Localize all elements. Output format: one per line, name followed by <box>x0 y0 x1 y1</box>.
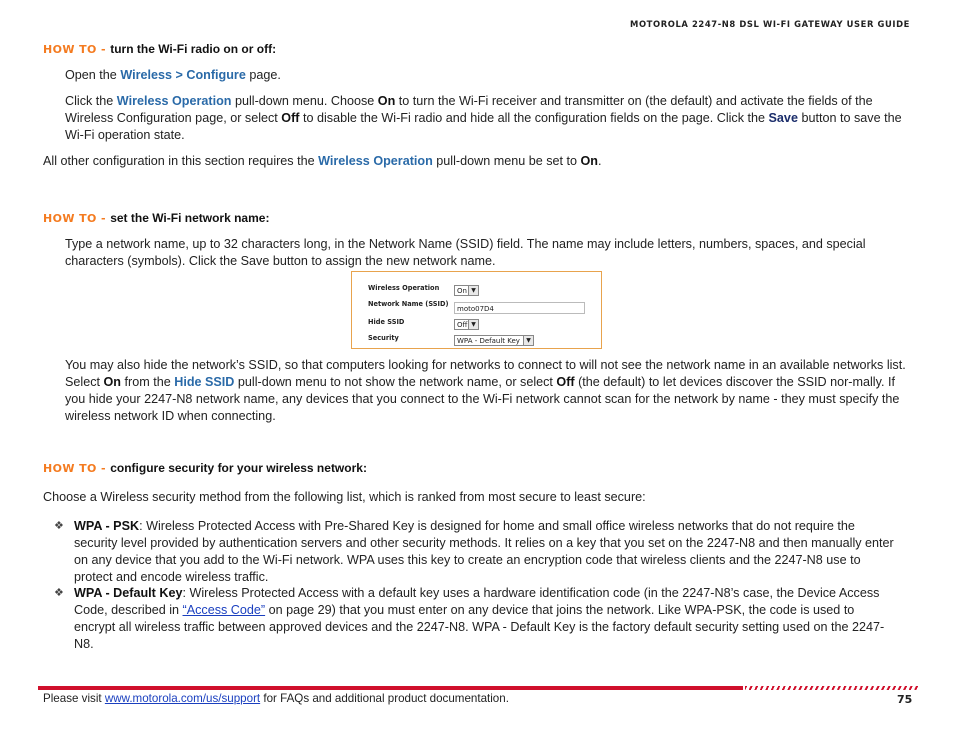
text: from the <box>121 375 175 389</box>
paragraph <box>43 153 913 170</box>
text: to turn the Wi-Fi receiver and transmitter on (the default) and activate the fields of the Wireless Configuration page, or select <box>65 94 873 125</box>
emphasis: On <box>103 375 122 389</box>
ui-reference: Hide SSID <box>174 375 235 389</box>
howto-tag: HOW TO - <box>43 212 111 225</box>
select-value: WPA - Default Key <box>457 337 520 345</box>
footer-rule <box>38 686 743 690</box>
chevron-down-icon: ▼ <box>468 286 478 295</box>
security-select[interactable] <box>454 335 534 346</box>
term: WPA - PSK <box>74 519 140 533</box>
howto-heading-radio <box>43 42 276 56</box>
text: Click the <box>65 94 117 108</box>
text: (the default) to let devices discover the SSID nor-mally. If you hide your 2247-N8 network name, any devices that you connect to the Wi-Fi network cannot scan for the network by name - they must specify the wireless network ID when connecting. <box>65 375 900 423</box>
field-label: Security <box>368 334 399 342</box>
emphasis: Off <box>281 111 300 125</box>
text: button to save the Wi-Fi operation state. <box>65 111 902 142</box>
footer-rule-hatch <box>745 686 919 690</box>
paragraph: Type a network name, up to 32 characters long, in the Network Name (SSID) field. The name may include letters, numbers, spaces, and special characters (symbols). Click the Save button to assign the new network name. <box>65 237 866 268</box>
field-label: Wireless Operation <box>368 284 440 292</box>
field-label: Network Name (SSID) <box>368 300 449 308</box>
footer-text <box>43 692 509 705</box>
text: . <box>598 154 602 168</box>
text: page. <box>245 68 281 82</box>
paragraph <box>65 67 915 84</box>
text: for FAQs and additional product documentation. <box>260 692 509 705</box>
howto-tag: HOW TO - <box>43 43 111 56</box>
support-link[interactable]: www.motorola.com/us/support <box>104 692 261 705</box>
text: pull-down menu be set to <box>432 154 581 168</box>
select-value: On <box>457 287 467 295</box>
ui-reference: Wireless Operation <box>318 154 433 168</box>
text: pull-down menu. Choose <box>231 94 378 108</box>
paragraph: Choose a Wireless security method from the following list, which is ranked from most secure to least secure: <box>43 490 646 504</box>
text: Open the <box>65 68 121 82</box>
section-title: set the Wi-Fi network name: <box>110 211 270 225</box>
howto-tag: HOW TO - <box>43 462 111 475</box>
text: Please visit <box>43 692 105 705</box>
section-title: turn the Wi-Fi radio on or off: <box>110 42 277 56</box>
wireless-operation-select[interactable] <box>454 285 479 296</box>
text: pull-down menu to not show the network name, or select <box>234 375 557 389</box>
page-number: 75 <box>897 693 913 706</box>
field-label: Hide SSID <box>368 318 405 326</box>
ui-reference: Wireless Operation <box>116 94 232 108</box>
text: : Wireless Protected Access with a default key uses a hardware identification code (in the 2247-N8’s case, the Device Access Code, described in <box>74 586 880 617</box>
term: WPA - Default Key <box>74 586 183 600</box>
network-name-input[interactable]: moto07D4 <box>454 302 585 314</box>
paragraph <box>65 93 915 144</box>
ui-reference: Wireless > Configure <box>120 68 246 82</box>
bullet-diamond-icon: ❖ <box>54 587 64 599</box>
section-title: configure security for your wireless network: <box>110 461 367 475</box>
howto-heading-security <box>43 461 367 475</box>
text: on page 29) that you must enter on any device that joins the network. Like WPA-PSK, the code is used to encrypt all wireless traffic between approved devices and the 2247-N8. WPA - Default Key is the factory default security setting used on the 2247-N8. <box>74 603 885 651</box>
access-code-link[interactable]: “Access Code” <box>182 603 266 617</box>
paragraph <box>65 357 915 425</box>
text: to disable the Wi-Fi radio and hide all the configuration fields on the page. Click the <box>299 111 769 125</box>
text: You may also hide the network’s SSID, so that computers looking for networks to connect to will not see the network name in an available networks list. Select <box>65 358 906 389</box>
howto-heading-network-name <box>43 211 269 225</box>
list-item <box>74 585 894 653</box>
list-item <box>74 518 894 586</box>
chevron-down-icon: ▼ <box>523 336 533 345</box>
chevron-down-icon: ▼ <box>468 320 478 329</box>
emphasis: Off <box>556 375 575 389</box>
text: All other configuration in this section requires the <box>43 154 319 168</box>
emphasis: On <box>580 154 599 168</box>
emphasis: On <box>377 94 396 108</box>
bullet-diamond-icon: ❖ <box>54 520 64 532</box>
wireless-config-screenshot <box>351 271 602 349</box>
select-value: Off <box>457 321 468 329</box>
text: : Wireless Protected Access with Pre-Shared Key is designed for home and small office wireless networks that do not require the security level provided by authentication servers and other security methods. It relies on a key that you set on the 2247-N8 and then manually enter on any device that you add to the Wi-Fi network. WPA uses this key to create an encryption code that wireless clients and the 2247-N8 use to protect and encode wireless traffic. <box>74 519 894 584</box>
ui-reference: Save <box>768 111 798 125</box>
running-header: MOTOROLA 2247-N8 DSL WI-FI GATEWAY USER GUIDE <box>630 19 910 29</box>
hide-ssid-select[interactable] <box>454 319 479 330</box>
